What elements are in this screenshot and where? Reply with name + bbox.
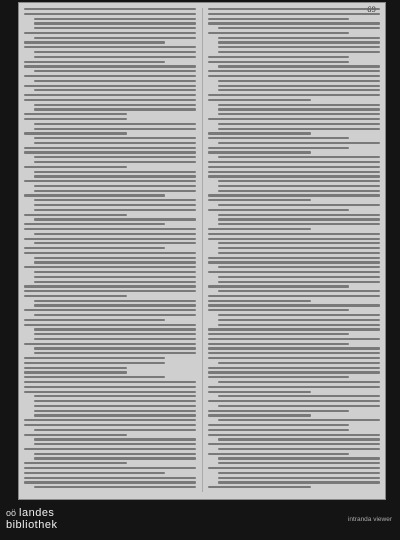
text-line-placeholder <box>218 51 380 53</box>
text-line-placeholder <box>34 37 196 39</box>
text-line-placeholder <box>218 204 380 206</box>
text-line-placeholder <box>34 27 196 29</box>
text-line-placeholder <box>208 171 380 173</box>
text-line-placeholder <box>34 443 196 445</box>
text-line-placeholder <box>208 467 380 469</box>
text-line-placeholder <box>34 281 196 283</box>
text-line-placeholder <box>24 424 196 426</box>
text-line-placeholder <box>208 367 380 369</box>
text-line-placeholder <box>218 472 380 474</box>
text-line-placeholder <box>34 333 196 335</box>
text-line-placeholder <box>34 261 196 263</box>
text-line-placeholder <box>208 338 380 340</box>
logo-name: landes <box>19 507 55 519</box>
text-line-placeholder <box>34 22 196 24</box>
text-line-placeholder <box>34 142 196 144</box>
text-line-placeholder <box>218 281 380 283</box>
text-line-placeholder <box>24 41 165 43</box>
text-line-placeholder <box>34 51 196 53</box>
text-line-placeholder <box>34 276 196 278</box>
text-line-placeholder <box>34 410 196 412</box>
text-line-placeholder <box>208 414 311 416</box>
text-line-placeholder <box>218 448 380 450</box>
text-line-placeholder <box>208 333 349 335</box>
text-line-placeholder <box>24 391 196 393</box>
text-line-placeholder <box>218 395 380 397</box>
text-line-placeholder <box>208 56 349 58</box>
text-line-placeholder <box>34 104 196 106</box>
text-line-placeholder <box>34 395 196 397</box>
text-line-placeholder <box>34 70 196 72</box>
text-line-placeholder <box>218 290 380 292</box>
text-line-placeholder <box>34 128 196 130</box>
text-line-placeholder <box>208 486 311 488</box>
text-line-placeholder <box>34 242 196 244</box>
text-line-placeholder <box>24 223 165 225</box>
text-line-placeholder <box>208 166 380 168</box>
text-line-placeholder <box>218 123 380 125</box>
text-line-placeholder <box>24 180 196 182</box>
text-line-placeholder <box>34 457 196 459</box>
text-line-placeholder <box>218 46 380 48</box>
text-line-placeholder <box>34 108 196 110</box>
text-line-placeholder <box>218 276 380 278</box>
text-line-placeholder <box>34 233 196 235</box>
text-line-placeholder <box>24 147 196 149</box>
viewer-footer <box>0 500 400 540</box>
logo-subtitle: bibliothek <box>6 519 58 531</box>
text-line-placeholder <box>24 309 196 311</box>
text-line-placeholder <box>34 352 196 354</box>
text-line-placeholder <box>208 295 380 297</box>
text-line-placeholder <box>24 477 196 479</box>
text-line-placeholder <box>34 429 196 431</box>
text-line-placeholder <box>24 252 196 254</box>
text-line-placeholder <box>218 104 380 106</box>
text-line-placeholder <box>218 85 380 87</box>
text-line-placeholder <box>24 386 196 388</box>
text-line-placeholder <box>218 252 380 254</box>
text-line-placeholder <box>34 218 196 220</box>
text-line-placeholder <box>24 434 127 436</box>
text-line-placeholder <box>208 386 380 388</box>
text-line-placeholder <box>208 209 349 211</box>
text-line-placeholder <box>34 190 196 192</box>
text-line-placeholder <box>34 204 196 206</box>
text-line-placeholder <box>208 137 349 139</box>
text-line-placeholder <box>24 472 165 474</box>
text-line-placeholder <box>24 467 196 469</box>
text-line-placeholder <box>218 405 380 407</box>
text-line-placeholder <box>34 56 196 58</box>
text-line-placeholder <box>34 400 196 402</box>
text-line-placeholder <box>208 99 311 101</box>
text-line-placeholder <box>208 94 380 96</box>
text-line-placeholder <box>24 324 196 326</box>
logo-prefix: oö <box>6 508 17 518</box>
text-line-placeholder <box>24 238 196 240</box>
text-line-placeholder <box>218 324 380 326</box>
text-line-placeholder <box>34 209 196 211</box>
text-line-placeholder <box>208 328 380 330</box>
text-line-placeholder <box>24 319 165 321</box>
text-line-placeholder <box>24 113 127 115</box>
text-column-left <box>24 8 196 492</box>
text-line-placeholder <box>24 166 127 168</box>
text-line-placeholder <box>218 180 380 182</box>
text-line-placeholder <box>218 242 380 244</box>
text-line-placeholder <box>208 194 380 196</box>
text-line-placeholder <box>34 405 196 407</box>
text-line-placeholder <box>24 247 165 249</box>
text-line-placeholder <box>208 343 349 345</box>
text-line-placeholder <box>34 314 196 316</box>
text-line-placeholder <box>208 347 380 349</box>
text-line-placeholder <box>218 108 380 110</box>
text-line-placeholder <box>24 118 127 120</box>
text-line-placeholder <box>34 156 196 158</box>
text-line-placeholder <box>218 37 380 39</box>
text-line-placeholder <box>34 123 196 125</box>
text-line-placeholder <box>34 257 196 259</box>
text-line-placeholder <box>218 89 380 91</box>
text-line-placeholder <box>208 238 380 240</box>
text-line-placeholder <box>24 32 196 34</box>
text-line-placeholder <box>208 434 380 436</box>
text-line-placeholder <box>34 89 196 91</box>
text-line-placeholder <box>24 462 127 464</box>
text-line-placeholder <box>24 194 165 196</box>
text-line-placeholder <box>208 18 349 20</box>
text-line-placeholder <box>24 376 165 378</box>
text-line-placeholder <box>218 381 380 383</box>
text-line-placeholder <box>24 285 196 287</box>
text-line-placeholder <box>24 75 196 77</box>
text-line-placeholder <box>218 419 380 421</box>
text-line-placeholder <box>218 247 380 249</box>
text-line-placeholder <box>208 70 380 72</box>
text-line-placeholder <box>218 481 380 483</box>
text-line-placeholder <box>24 61 165 63</box>
text-line-placeholder <box>24 448 196 450</box>
text-line-placeholder <box>34 185 196 187</box>
text-line-placeholder <box>218 218 380 220</box>
text-line-placeholder <box>208 199 311 201</box>
text-line-placeholder <box>34 161 196 163</box>
text-line-placeholder <box>24 46 196 48</box>
text-line-placeholder <box>208 257 380 259</box>
text-line-placeholder <box>34 199 196 201</box>
text-line-placeholder <box>24 85 196 87</box>
scanned-page <box>18 2 386 500</box>
text-line-placeholder <box>218 462 380 464</box>
text-line-placeholder <box>24 362 165 364</box>
text-line-placeholder <box>34 300 196 302</box>
text-line-placeholder <box>208 261 380 263</box>
text-column-right <box>208 8 380 492</box>
text-line-placeholder <box>208 151 311 153</box>
text-line-placeholder <box>208 22 380 24</box>
text-line-placeholder <box>208 13 380 15</box>
text-line-placeholder <box>208 228 311 230</box>
text-line-placeholder <box>218 142 380 144</box>
text-line-placeholder <box>34 304 196 306</box>
text-line-placeholder <box>34 438 196 440</box>
text-line-placeholder <box>218 185 380 187</box>
text-line-placeholder <box>208 233 380 235</box>
text-line-placeholder <box>24 290 196 292</box>
text-line-placeholder <box>218 27 380 29</box>
text-line-placeholder <box>34 414 196 416</box>
text-line-placeholder <box>208 118 380 120</box>
text-line-placeholder <box>24 367 127 369</box>
text-line-placeholder <box>208 453 349 455</box>
text-line-placeholder <box>24 419 196 421</box>
text-line-placeholder <box>24 228 196 230</box>
text-line-placeholder <box>208 371 380 373</box>
text-line-placeholder <box>24 65 196 67</box>
text-line-placeholder <box>24 151 196 153</box>
text-line-placeholder <box>208 61 349 63</box>
text-line-placeholder <box>208 161 380 163</box>
text-line-placeholder <box>218 477 380 479</box>
text-line-placeholder <box>34 328 196 330</box>
text-line-placeholder <box>24 99 196 101</box>
text-line-placeholder <box>208 8 380 10</box>
text-line-placeholder <box>218 214 380 216</box>
text-line-placeholder <box>208 271 380 273</box>
text-line-placeholder <box>24 381 196 383</box>
text-line-placeholder <box>208 304 380 306</box>
text-line-placeholder <box>208 285 349 287</box>
text-line-placeholder <box>208 400 380 402</box>
text-line-placeholder <box>218 314 380 316</box>
text-line-placeholder <box>208 429 349 431</box>
text-line-placeholder <box>34 18 196 20</box>
text-line-placeholder <box>208 75 380 77</box>
library-logo[interactable] <box>6 508 57 531</box>
text-line-placeholder <box>218 362 380 364</box>
text-line-placeholder <box>34 175 196 177</box>
text-line-placeholder <box>208 32 349 34</box>
text-line-placeholder <box>24 266 196 268</box>
text-line-placeholder <box>208 352 380 354</box>
text-line-placeholder <box>218 156 380 158</box>
text-line-placeholder <box>208 357 380 359</box>
text-line-placeholder <box>24 214 127 216</box>
text-line-placeholder <box>24 343 196 345</box>
text-line-placeholder <box>208 147 349 149</box>
text-line-placeholder <box>218 113 380 115</box>
text-line-placeholder <box>24 357 165 359</box>
text-line-placeholder <box>24 132 127 134</box>
text-line-placeholder <box>218 41 380 43</box>
text-line-placeholder <box>208 443 380 445</box>
column-divider <box>202 8 203 492</box>
text-line-placeholder <box>218 319 380 321</box>
text-line-placeholder <box>208 175 380 177</box>
text-line-placeholder <box>24 371 127 373</box>
text-line-placeholder <box>34 338 196 340</box>
text-line-placeholder <box>218 128 380 130</box>
viewer-credit[interactable]: intranda viewer <box>347 516 392 523</box>
text-line-placeholder <box>218 65 380 67</box>
text-line-placeholder <box>218 438 380 440</box>
text-line-placeholder <box>24 13 196 15</box>
text-line-placeholder <box>218 223 380 225</box>
text-line-placeholder <box>208 300 311 302</box>
text-line-placeholder <box>208 309 349 311</box>
text-line-placeholder <box>24 295 127 297</box>
text-line-placeholder <box>34 453 196 455</box>
text-line-placeholder <box>208 424 349 426</box>
text-line-placeholder <box>34 80 196 82</box>
text-line-placeholder <box>24 481 196 483</box>
text-line-placeholder <box>208 391 311 393</box>
text-line-placeholder <box>34 271 196 273</box>
text-line-placeholder <box>34 347 196 349</box>
text-line-placeholder <box>208 376 349 378</box>
text-line-placeholder <box>218 457 380 459</box>
text-line-placeholder <box>218 190 380 192</box>
text-line-placeholder <box>24 94 196 96</box>
text-line-placeholder <box>34 137 196 139</box>
text-line-placeholder <box>208 410 349 412</box>
text-line-placeholder <box>34 171 196 173</box>
text-line-placeholder <box>34 486 196 488</box>
text-line-placeholder <box>208 132 311 134</box>
text-line-placeholder <box>24 8 196 10</box>
text-line-placeholder <box>218 80 380 82</box>
text-line-placeholder <box>218 266 380 268</box>
